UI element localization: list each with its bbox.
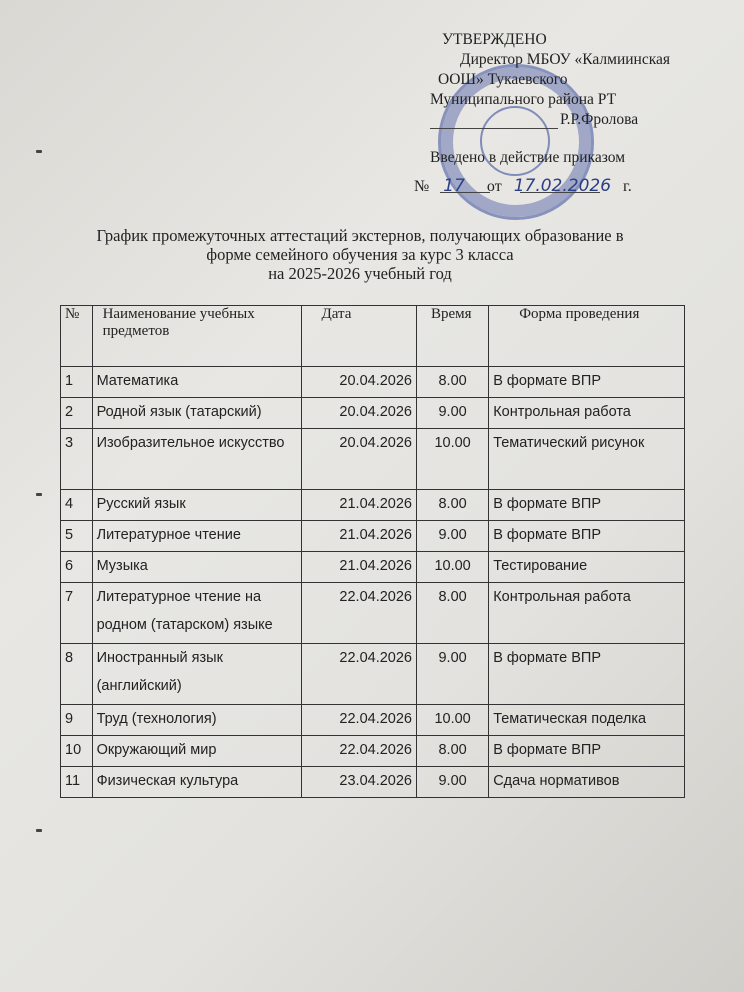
row-form: В формате ВПР	[489, 644, 685, 705]
document-title	[60, 226, 660, 283]
row-number: 5	[61, 521, 93, 552]
approval-heading: УТВЕРЖДЕНО	[442, 31, 547, 48]
row-time: 9.00	[417, 521, 489, 552]
table-row	[61, 398, 685, 429]
table-row	[61, 490, 685, 521]
signature-line	[430, 128, 558, 129]
schedule-table	[60, 305, 685, 798]
row-time: 10.00	[417, 552, 489, 583]
scan-mark	[36, 150, 42, 153]
title-line-2: форме семейного обучения за курс 3 класса	[206, 245, 514, 264]
table-row	[61, 367, 685, 398]
row-subject: Физическая культура	[92, 767, 301, 798]
table-row	[61, 767, 685, 798]
row-time: 8.00	[417, 583, 489, 644]
row-form: Сдача нормативов	[489, 767, 685, 798]
row-form: В формате ВПР	[489, 521, 685, 552]
title-line-1: График промежуточных аттестаций экстернов, получающих образование в	[96, 226, 624, 245]
row-form: Тематическая поделка	[489, 705, 685, 736]
order-number-underline	[440, 192, 490, 193]
order-number-prefix: №	[414, 178, 430, 195]
order-date: 17.02.2026	[513, 176, 612, 196]
row-number: 2	[61, 398, 93, 429]
header-subject: Наименование учебных предметов	[92, 306, 301, 367]
row-subject: Изобразительное искусство	[92, 429, 301, 490]
table-header-row	[61, 306, 685, 367]
row-time: 8.00	[417, 490, 489, 521]
scan-mark	[36, 829, 42, 832]
approval-block	[430, 30, 730, 168]
table-row	[61, 552, 685, 583]
table-row	[61, 644, 685, 705]
row-subject: Окружающий мир	[92, 736, 301, 767]
header-form: Форма проведения	[489, 306, 685, 367]
row-number: 4	[61, 490, 93, 521]
row-subject: Родной язык (татарский)	[92, 398, 301, 429]
row-subject: Иностранный язык (английский)	[92, 644, 301, 705]
row-time: 10.00	[417, 705, 489, 736]
row-time: 8.00	[417, 367, 489, 398]
row-date: 22.04.2026	[301, 583, 417, 644]
order-intro: Введено в действие приказом	[430, 149, 626, 166]
approval-line-2: ООШ» Тукаевского	[438, 71, 568, 88]
row-subject: Математика	[92, 367, 301, 398]
row-number: 7	[61, 583, 93, 644]
row-number: 1	[61, 367, 93, 398]
row-form: В формате ВПР	[489, 367, 685, 398]
order-from: от	[486, 178, 502, 195]
row-form: Тематический рисунок	[489, 429, 685, 490]
row-date: 22.04.2026	[301, 644, 417, 705]
row-subject: Литературное чтение	[92, 521, 301, 552]
row-subject: Русский язык	[92, 490, 301, 521]
row-date: 22.04.2026	[301, 736, 417, 767]
order-number: 17	[443, 176, 465, 196]
row-subject: Музыка	[92, 552, 301, 583]
row-number: 9	[61, 705, 93, 736]
row-time: 10.00	[417, 429, 489, 490]
row-time: 8.00	[417, 736, 489, 767]
order-suffix: г.	[623, 178, 632, 195]
row-form: В формате ВПР	[489, 490, 685, 521]
order-line	[414, 176, 632, 196]
row-number: 10	[61, 736, 93, 767]
row-time: 9.00	[417, 398, 489, 429]
row-subject: Литературное чтение на родном (татарском) языке	[92, 583, 301, 644]
header-time: Время	[417, 306, 489, 367]
table-row	[61, 583, 685, 644]
row-date: 21.04.2026	[301, 521, 417, 552]
row-form: В формате ВПР	[489, 736, 685, 767]
approval-line-1: Директор МБОУ «Калмиинская	[460, 51, 671, 68]
approval-line-3: Муниципального района РТ	[430, 91, 617, 108]
row-subject: Труд (технология)	[92, 705, 301, 736]
title-line-3: на 2025-2026 учебный год	[268, 264, 452, 283]
table-row	[61, 521, 685, 552]
approval-signatory: Р.Р.Фролова	[560, 111, 639, 128]
header-num: №	[61, 306, 93, 367]
row-form: Контрольная работа	[489, 398, 685, 429]
row-date: 22.04.2026	[301, 705, 417, 736]
table-row	[61, 736, 685, 767]
row-number: 3	[61, 429, 93, 490]
row-form: Контрольная работа	[489, 583, 685, 644]
row-number: 8	[61, 644, 93, 705]
row-number: 6	[61, 552, 93, 583]
row-time: 9.00	[417, 767, 489, 798]
row-date: 20.04.2026	[301, 398, 417, 429]
order-date-underline	[520, 192, 600, 193]
row-date: 20.04.2026	[301, 367, 417, 398]
scan-mark	[36, 493, 42, 496]
table-row	[61, 705, 685, 736]
header-date: Дата	[301, 306, 417, 367]
row-date: 21.04.2026	[301, 552, 417, 583]
table-row	[61, 429, 685, 490]
row-date: 21.04.2026	[301, 490, 417, 521]
row-number: 11	[61, 767, 93, 798]
row-form: Тестирование	[489, 552, 685, 583]
row-date: 20.04.2026	[301, 429, 417, 490]
row-time: 9.00	[417, 644, 489, 705]
row-date: 23.04.2026	[301, 767, 417, 798]
